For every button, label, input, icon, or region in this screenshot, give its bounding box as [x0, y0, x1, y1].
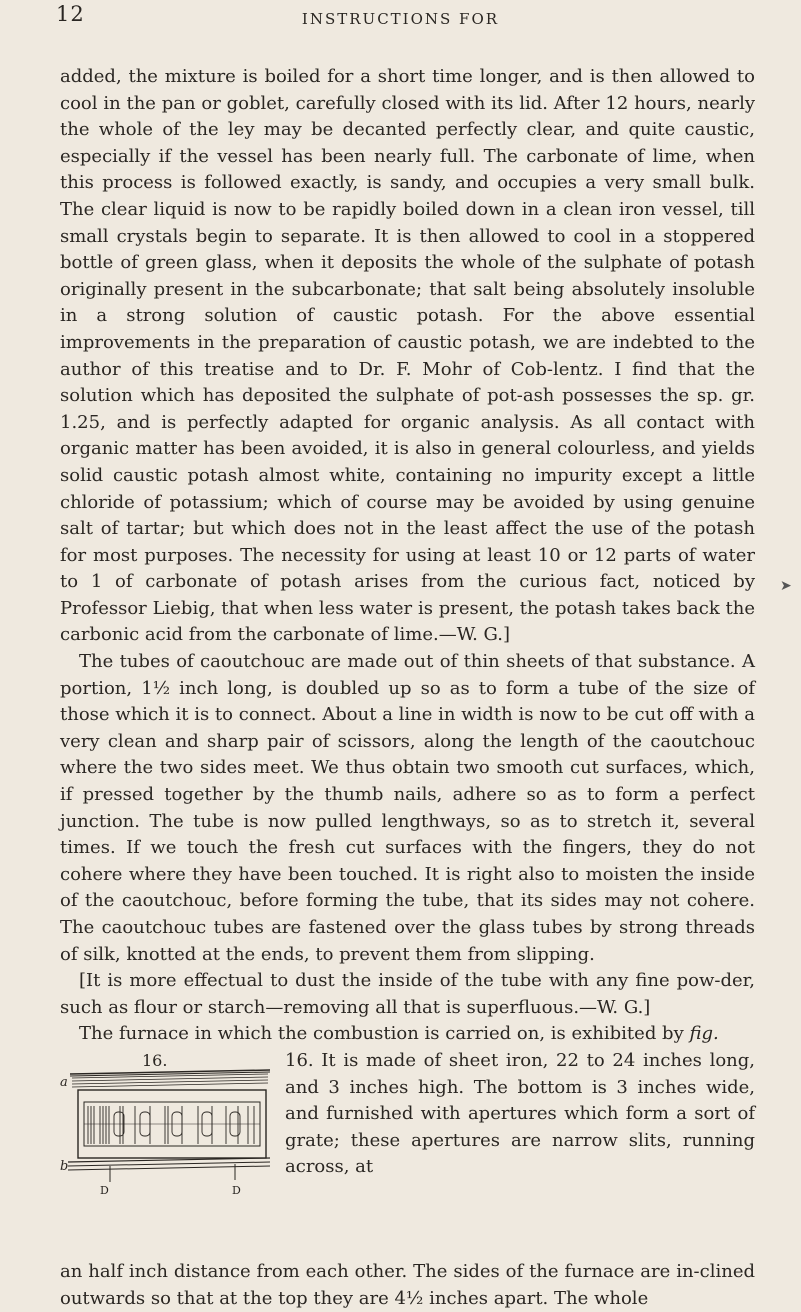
- paragraph-3: [It is more effectual to dust the inside of the tube with any fine pow-der, such as flour or starch—removing all that is superfluous.—W. G.]: [60, 970, 755, 1018]
- page-number: 12: [56, 2, 85, 26]
- figure-16-furnace: [60, 1048, 275, 1259]
- paragraph-2: The tubes of caoutchouc are made out of thin sheets of that substance. A portion, 1½ inch long, is doubled up so as to form a tube of the size of those which it is to connect. About a line in width is now to be cut off with a very clean and sharp pair of scissors, along the length of the caoutchouc where the two sides meet. We thus obtain two smooth cut surfaces, which, if pressed together by the thumb nails, adhere so as to form a perfect junction. The tube is now pulled lengthways, so as to stretch it, several times. If we touch the fresh cut surfaces with the fingers, they do not cohere where they have been touched. It is right also to moisten the inside of the caoutchouc, before forming the tube, that its sides may not cohere. The caoutchouc tubes are fastened over the glass tubes by strong threads of silk, knotted at the ends, to prevent them from slipping.: [60, 651, 755, 965]
- paragraph-1: added, the mixture is boiled for a short time longer, and is then allowed to cool in the pan or goblet, carefully closed with its lid. After 12 hours, nearly the whole of the ley may be decanted perfectly clear, and quite caustic, especially if the vessel has been nearly full. The carbonate of lime, when this process is followed exactly, is sandy, and occupies a very small bulk. The clear liquid is now to be rapidly boiled down in a clean iron vessel, till small crystals begin to separate. It is then allowed to cool in a stoppered bottle of green glass, when it deposits the whole of the sulphate of potash originally present in the subcarbonate; that salt being absolutely insoluble in a strong solution of caustic potash. For the above essential improvements in the preparation of caustic potash, we are indebted to the author of this treatise and to Dr. F. Mohr of Cob-lentz. I find that the solution which has deposited the sulphate of pot-ash possesses the sp. gr. 1.25, and is perfectly adapted for organic analysis. As all contact with organic matter has been avoided, it is also in general colourless, and yields solid caustic potash almost white, containing no impurity except a little chloride of potassium; which of course may be avoided by using genuine salt of tartar; but which does not in the least affect the use of the potash for most purposes. The necessity for using at least 10 or 12 parts of water to 1 of carbonate of potash arises from the curious fact, noticed by Professor Liebig, that when less water is present, the potash takes back the carbonic acid from the carbonate of lime.—W. G.]: [60, 66, 755, 646]
- paragraph-4-lead: [60, 1021, 755, 1048]
- furnace-drawing: [60, 1062, 275, 1259]
- margin-mark: ➤: [780, 578, 792, 594]
- figure-label-b: b: [60, 1158, 69, 1174]
- body-text: [60, 64, 755, 1312]
- figure-number: 16.: [142, 1050, 168, 1070]
- paragraph-4-tail: an half inch distance from each other. The sides of the furnace are in-clined outwards so that at the top they are 4½ inches apart. The whole: [60, 1260, 755, 1309]
- figure-label-d-left: D: [100, 1183, 109, 1197]
- paragraph-4-wrap: 16. It is made of sheet iron, 22 to 24 inches long, and 3 inches high. The bottom is 3 inches wide, and furnished with apertures which form a sort of grate; these apertures are narrow slits, running across, at: [285, 1049, 755, 1178]
- figure-label-a: a: [60, 1074, 68, 1090]
- fig-reference: fig.: [689, 1023, 719, 1045]
- figure-label-d-right: D: [232, 1183, 241, 1197]
- running-head: INSTRUCTIONS FOR: [301, 10, 500, 28]
- paragraph-4-lead-text: The furnace in which the combustion is carried on, is exhibited by: [79, 1023, 684, 1045]
